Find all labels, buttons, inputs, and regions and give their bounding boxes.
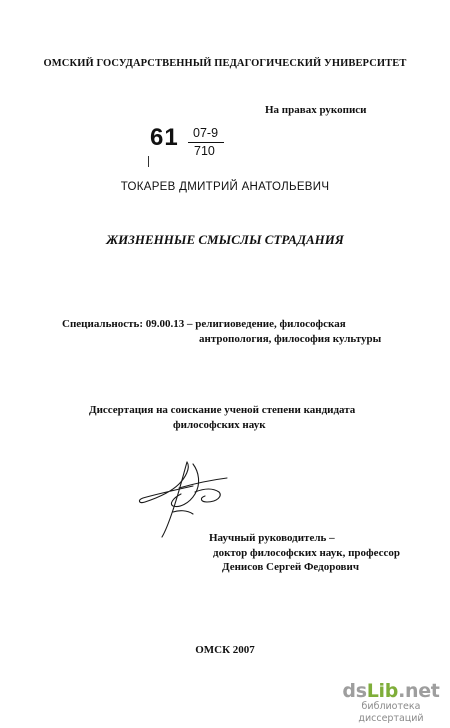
supervisor-label: Научный руководитель – xyxy=(209,532,335,544)
library-code-top: 07-9 xyxy=(193,126,219,140)
specialty-line-1: Специальность: 09.00.13 – религиоведение, философская xyxy=(62,318,346,330)
library-code-bottom: 710 xyxy=(194,144,215,158)
dslib-watermark xyxy=(338,681,444,725)
logo-part-lib: Lib xyxy=(366,680,399,702)
university-name: ОМСКИЙ ГОСУДАРСТВЕННЫЙ ПЕДАГОГИЧЕСКИЙ УНИВЕРСИТЕТ xyxy=(43,58,407,69)
dissertation-title: ЖИЗНЕННЫЕ СМЫСЛЫ СТРАДАНИЯ xyxy=(106,232,344,247)
logo-part-net: .net xyxy=(398,680,440,702)
pencil-mark xyxy=(148,156,149,167)
author-name: ТОКАРЕВ ДМИТРИЙ АНАТОЛЬЕВИЧ xyxy=(120,181,330,193)
logo-part-ds: ds xyxy=(342,680,367,702)
watermark-caption: библиотека диссертаций xyxy=(358,701,424,724)
city-year: ОМСК 2007 xyxy=(195,644,255,656)
degree-line-2: философских наук xyxy=(173,419,266,431)
library-code-main: 61 xyxy=(150,124,179,151)
dslib-logo xyxy=(338,681,444,701)
supervisor-degree: доктор философских наук, профессор xyxy=(213,547,401,559)
library-code-fraction-line xyxy=(188,142,224,143)
rights-note: На правах рукописи xyxy=(265,104,367,116)
signature xyxy=(135,458,230,538)
specialty-line-2: антропология, философия культуры xyxy=(199,333,382,345)
degree-line-1: Диссертация на соискание ученой степени кандидата xyxy=(89,404,356,416)
supervisor-name: Денисов Сергей Федорович xyxy=(222,561,360,573)
